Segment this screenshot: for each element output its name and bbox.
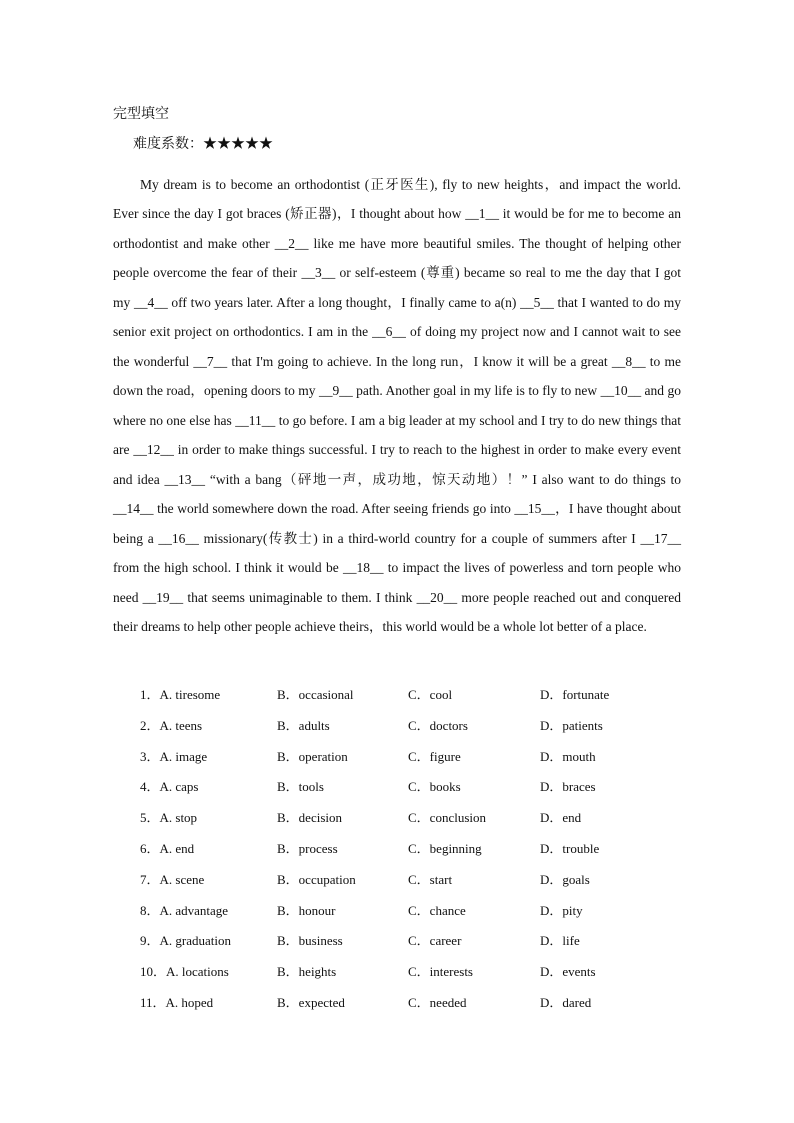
question-row: [140, 988, 700, 1019]
option-d: D．braces: [540, 779, 596, 795]
question-row: [140, 772, 700, 803]
option-d: D．mouth: [540, 748, 596, 764]
option-b: B．occupation: [277, 871, 356, 887]
option-c: C．doctors: [408, 717, 468, 733]
option-a: 8．A. advantage: [140, 902, 229, 918]
option-c: C．career: [408, 933, 462, 949]
option-b: B．process: [277, 840, 338, 856]
option-d: D．pity: [540, 902, 583, 918]
cloze-passage: My dream is to become an orthodontist (正牙医生), fly to new heights，and impact the world. Ever since the day I got braces (矫正器)，I thought about how __1__ it would be for me to become an orthodontist and make other __2__ like me have more beautiful smiles. The thought of helping other people overcome the fear of their __3__ or self-esteem (尊重) became so real to me the day that I got my __4__ off two years later. After a long thought，I finally came to a(n) __5__ that I wanted to do my senior exit project on orthodontics. I am in the __6__ of doing my project now and I cannot wait to see the wonderful __7__ that I'm going to achieve. In the long run，I know it will be a great __8__ to me down the road，opening doors to my __9__ path. Another goal in my life is to fly to new __10__ and go where no one else has __11__ to go before. I am a big leader at my school and I try to do new things that are __12__ in order to make things successful. I try to reach to the highest in order to make every event and idea __13__ “with a bang（砰地一声，成功地，惊天动地）！” I also want to do things to __14__ the world somewhere down the road. After seeing friends go into __15__，I have thought about being a __16__ missionary(传教士) in a third-world country for a couple of summers after I __17__ from the high school. I think it would be __18__ to impact the lives of powerless and torn people who need __19__ that seems unimaginable to them. I think __20__ more people reached out and conquered their dreams to help other people achieve theirs，this world would be a whole lot better of a place.: [113, 176, 681, 634]
option-b: B．tools: [277, 779, 324, 795]
option-d: D．events: [540, 964, 596, 980]
option-a: 11．A. hoped: [140, 994, 214, 1010]
option-a: 2．A. teens: [140, 717, 203, 733]
option-d: D．life: [540, 933, 580, 949]
option-b: B．business: [277, 933, 343, 949]
difficulty-rating: 难度系数：★★★★★: [133, 137, 273, 152]
question-row: [140, 896, 700, 927]
option-b: B．honour: [277, 902, 336, 918]
option-a: 4．A. caps: [140, 779, 199, 795]
option-c: C．cool: [408, 687, 453, 702]
question-row: [140, 957, 700, 988]
option-a: 6．A. end: [140, 840, 195, 856]
question-row: [140, 742, 700, 773]
option-d: D．fortunate: [540, 687, 610, 702]
option-a: 7．A. scene: [140, 871, 205, 887]
question-row: [140, 926, 700, 957]
option-a: 3．A. image: [140, 748, 208, 764]
question-row: [140, 711, 700, 742]
option-b: B．decision: [277, 810, 342, 826]
question-row: [140, 834, 700, 865]
option-a: 10．A. locations: [140, 964, 229, 980]
option-d: D．trouble: [540, 840, 600, 856]
option-c: C．conclusion: [408, 810, 486, 826]
option-c: C．interests: [408, 964, 473, 980]
question-row: [140, 865, 700, 896]
option-a: 1．A. tiresome: [140, 687, 221, 702]
option-b: B．operation: [277, 748, 348, 764]
option-c: C．needed: [408, 994, 467, 1010]
option-a: 9．A. graduation: [140, 933, 231, 949]
option-c: C．books: [408, 779, 461, 795]
option-b: B．expected: [277, 994, 345, 1010]
option-c: C．chance: [408, 902, 466, 918]
option-c: C．figure: [408, 748, 461, 764]
option-c: C．start: [408, 871, 453, 887]
option-c: C．beginning: [408, 840, 482, 856]
question-row: [140, 680, 700, 711]
option-d: D．end: [540, 810, 582, 826]
option-a: 5．A. stop: [140, 810, 198, 826]
option-b: B．adults: [277, 717, 330, 733]
options-list: [140, 680, 700, 1019]
option-b: B．occasional: [277, 687, 354, 702]
option-d: D．dared: [540, 994, 592, 1010]
question-row: [140, 803, 700, 834]
option-b: B．heights: [277, 964, 337, 980]
option-d: D．patients: [540, 717, 603, 733]
section-title: 完型填空: [113, 107, 169, 122]
option-d: D．goals: [540, 871, 590, 887]
